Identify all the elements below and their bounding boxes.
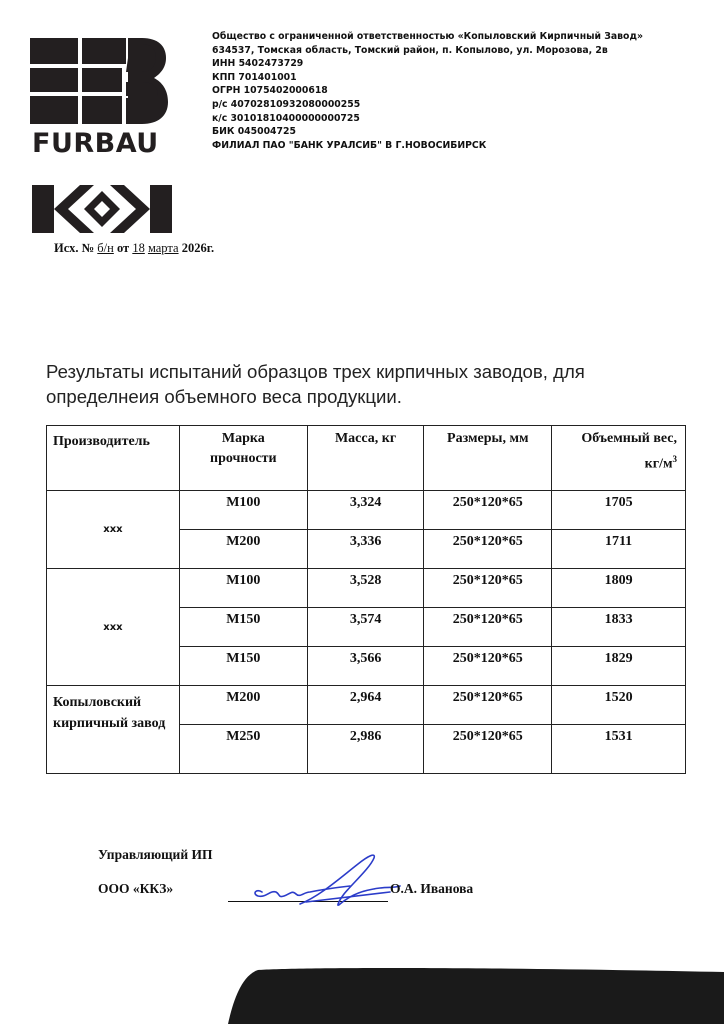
header-density-exp: 3 xyxy=(672,454,677,464)
outgoing-reference xyxy=(54,241,214,256)
company-line: к/с 30101810400000000725 xyxy=(212,112,360,124)
mark-cell: М150 xyxy=(179,647,307,686)
mass-cell: 3,336 xyxy=(307,530,424,569)
mark-cell: М100 xyxy=(179,491,307,530)
company-line: ФИЛИАЛ ПАО "БАНК УРАЛСИБ" В Г.НОВОСИБИРСК xyxy=(212,139,487,151)
mass-cell: 2,964 xyxy=(307,686,424,725)
furbau-logo-icon xyxy=(30,36,170,128)
table-row xyxy=(47,569,686,608)
size-cell: 250*120*65 xyxy=(424,569,552,608)
ref-from: от xyxy=(116,241,130,255)
density-cell: 1809 xyxy=(552,569,686,608)
company-details xyxy=(212,30,643,152)
document-title: Результаты испытаний образцов трех кирпичных заводов, для определнеия объемного веса продукции. xyxy=(46,361,585,407)
density-cell: 1705 xyxy=(552,491,686,530)
density-cell: 1531 xyxy=(552,725,686,774)
density-cell: 1520 xyxy=(552,686,686,725)
size-cell: 250*120*65 xyxy=(424,608,552,647)
size-cell: 250*120*65 xyxy=(424,491,552,530)
table-header-row xyxy=(47,426,686,491)
size-cell: 250*120*65 xyxy=(424,530,552,569)
mass-cell: 2,986 xyxy=(307,725,424,774)
mark-cell: М200 xyxy=(179,686,307,725)
producer-cell: xxx xyxy=(47,569,180,686)
mass-cell: 3,566 xyxy=(307,647,424,686)
mass-cell: 3,528 xyxy=(307,569,424,608)
density-cell: 1711 xyxy=(552,530,686,569)
header-producer: Производитель xyxy=(47,426,180,491)
ref-number: б/н xyxy=(97,241,114,255)
producer-cell: xxx xyxy=(47,491,180,569)
company-line: 634537, Томская область, Томский район, п. Копылово, ул. Морозова, 2в xyxy=(212,44,608,56)
mass-cell: 3,574 xyxy=(307,608,424,647)
kkz-mark-icon xyxy=(32,185,172,233)
table-row xyxy=(47,491,686,530)
header-density xyxy=(552,426,686,491)
results-table xyxy=(46,425,686,774)
company-line: ОГРН 1075402000618 xyxy=(212,85,328,97)
company-line: ИНН 5402473729 xyxy=(212,58,304,70)
table-row xyxy=(47,686,686,725)
header-size: Размеры, мм xyxy=(424,426,552,491)
mark-cell: М150 xyxy=(179,608,307,647)
company-line: р/с 40702810932080000255 xyxy=(212,98,361,110)
company-line: Общество с ограниченной ответственностью «Копыловский Кирпичный Завод» xyxy=(212,31,643,42)
header-density-label: Объемный вес, кг/м xyxy=(581,431,677,472)
size-cell: 250*120*65 xyxy=(424,686,552,725)
mark-cell: М250 xyxy=(179,725,307,774)
signer-org: ООО «ККЗ» xyxy=(98,881,174,896)
mark-cell: М200 xyxy=(179,530,307,569)
header-mark: Марка прочности xyxy=(179,426,307,491)
mark-cell: М100 xyxy=(179,569,307,608)
ref-month: марта xyxy=(147,241,179,255)
size-cell: 250*120*65 xyxy=(424,647,552,686)
company-line: КПП 701401001 xyxy=(212,71,297,83)
density-cell: 1833 xyxy=(552,608,686,647)
scan-edge-shape xyxy=(228,966,724,1024)
handwritten-signature-icon xyxy=(240,848,410,918)
signer-position: Управляющий ИП xyxy=(98,847,213,862)
logo-text: FURBAU xyxy=(32,128,159,159)
producer-cell: Копыловский кирпичный завод xyxy=(47,686,180,774)
signer-name: О.А. Иванова xyxy=(390,881,474,896)
header-mass: Масса, кг xyxy=(307,426,424,491)
ref-prefix: Исх. № xyxy=(54,241,95,255)
ref-year: 2026г. xyxy=(181,241,215,255)
company-line: БИК 045004725 xyxy=(212,126,296,138)
ref-day: 18 xyxy=(132,241,145,255)
density-cell: 1829 xyxy=(552,647,686,686)
mass-cell: 3,324 xyxy=(307,491,424,530)
size-cell: 250*120*65 xyxy=(424,725,552,774)
